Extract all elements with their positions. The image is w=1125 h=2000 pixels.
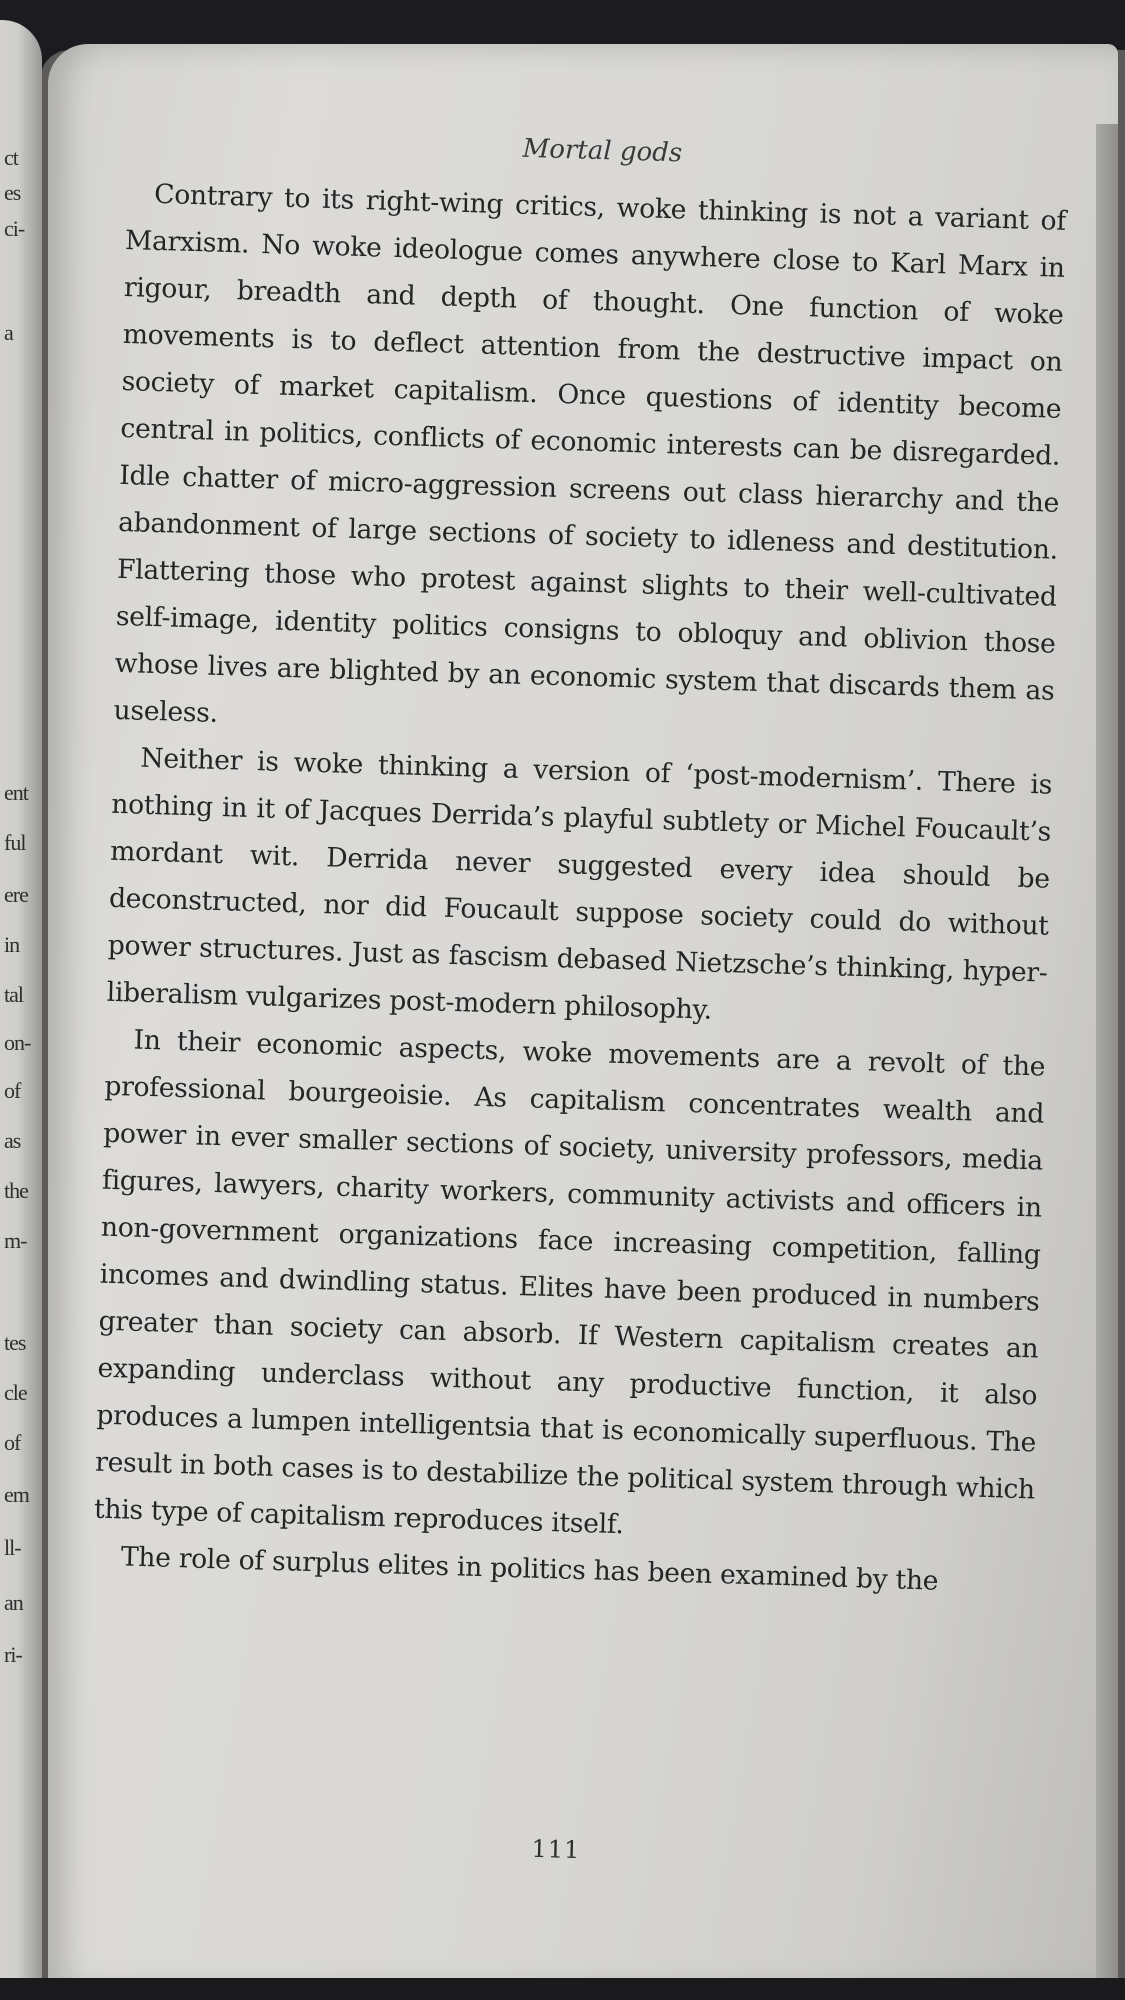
facing-page-fragment: cle	[4, 1380, 27, 1405]
page-number: 111	[531, 1834, 581, 1865]
facing-page-fragment: ct	[4, 145, 18, 170]
page-edge	[1096, 124, 1118, 1990]
facing-page-fragment: ent	[4, 780, 28, 805]
facing-page-fragment: tal	[4, 982, 23, 1007]
facing-page-fragment: in	[4, 932, 20, 957]
facing-page-fragment: ful	[4, 830, 26, 855]
facing-page	[0, 20, 42, 1995]
facing-page-fragment: the	[4, 1178, 28, 1203]
facing-page-fragment: em	[4, 1482, 29, 1507]
paragraph: In their economic aspects, woke movements are a revolt of the professional bourgeoisie. As capitalism concentrates wealth and power in ever smaller sections of society, university professors, media figures, lawyers, charity workers, community activists and officers in non-government organizations face increasing competition, falling incomes and dwindling status. Elites have been produced in numbers greater than society can absorb. If Western capitalism creates an expanding underclass without any productive function, it also produces a lumpen intelligentsia that is economically superfluous. The result in both cases is to destabilize the political system through which this type of capitalism reproduces itself.	[93, 1024, 1046, 1541]
paragraph: The role of surplus elites in politics has been examined by the	[120, 1541, 939, 1597]
paragraph: Neither is woke thinking a version of ‘post-modernism’. There is nothing in it of Jacques Derrida’s playful subtlety or Michel Foucault’s mordant wit. Derrida never suggested every idea should be deconstructed, nor did Foucault suppose society could do without power structures. Just as fascism debased Nietzsche’s thinking, hyper-liberalism vulgarizes post-modern philosophy.	[106, 742, 1053, 1026]
facing-page-fragment: a	[4, 320, 13, 345]
facing-page-fragment: on-	[4, 1030, 31, 1055]
page-text-block	[92, 122, 1067, 1865]
facing-page-fragment: of	[4, 1078, 21, 1103]
paragraph: Contrary to its right-wing critics, woke thinking is not a variant of Marxism. No woke ideologue comes anywhere close to Karl Marx in rigour, breadth and depth of thought. One function of woke movements is to deflect attention from the destructive impact on society of market capitalism. Once questions of identity become central in politics, conflicts of economic interests can be disregarded. Idle chatter of micro-aggression screens out class hierarchy and the abandonment of large sections of society to idleness and destitution. Flattering those who protest against slights to their well-cultivated self-image, identity politics consigns to obloquy and oblivion those whose lives are blighted by an economic system that discards them as useless.	[113, 178, 1067, 729]
facing-page-fragment: ri-	[4, 1642, 22, 1667]
facing-page-fragment: of	[4, 1430, 21, 1455]
book-page	[48, 44, 1118, 1990]
facing-page-fragment: as	[4, 1128, 21, 1153]
facing-page-fragment: ci-	[4, 216, 25, 241]
facing-page-fragment: m-	[4, 1228, 27, 1253]
table-surface	[0, 1978, 1125, 2000]
facing-page-fragment: es	[4, 180, 21, 205]
facing-page-fragment: an	[4, 1590, 23, 1615]
facing-page-fragment: ere	[4, 882, 28, 907]
facing-page-fragment: tes	[4, 1330, 26, 1355]
facing-page-fragment: ll-	[4, 1535, 21, 1560]
running-head: Mortal gods	[522, 133, 683, 169]
